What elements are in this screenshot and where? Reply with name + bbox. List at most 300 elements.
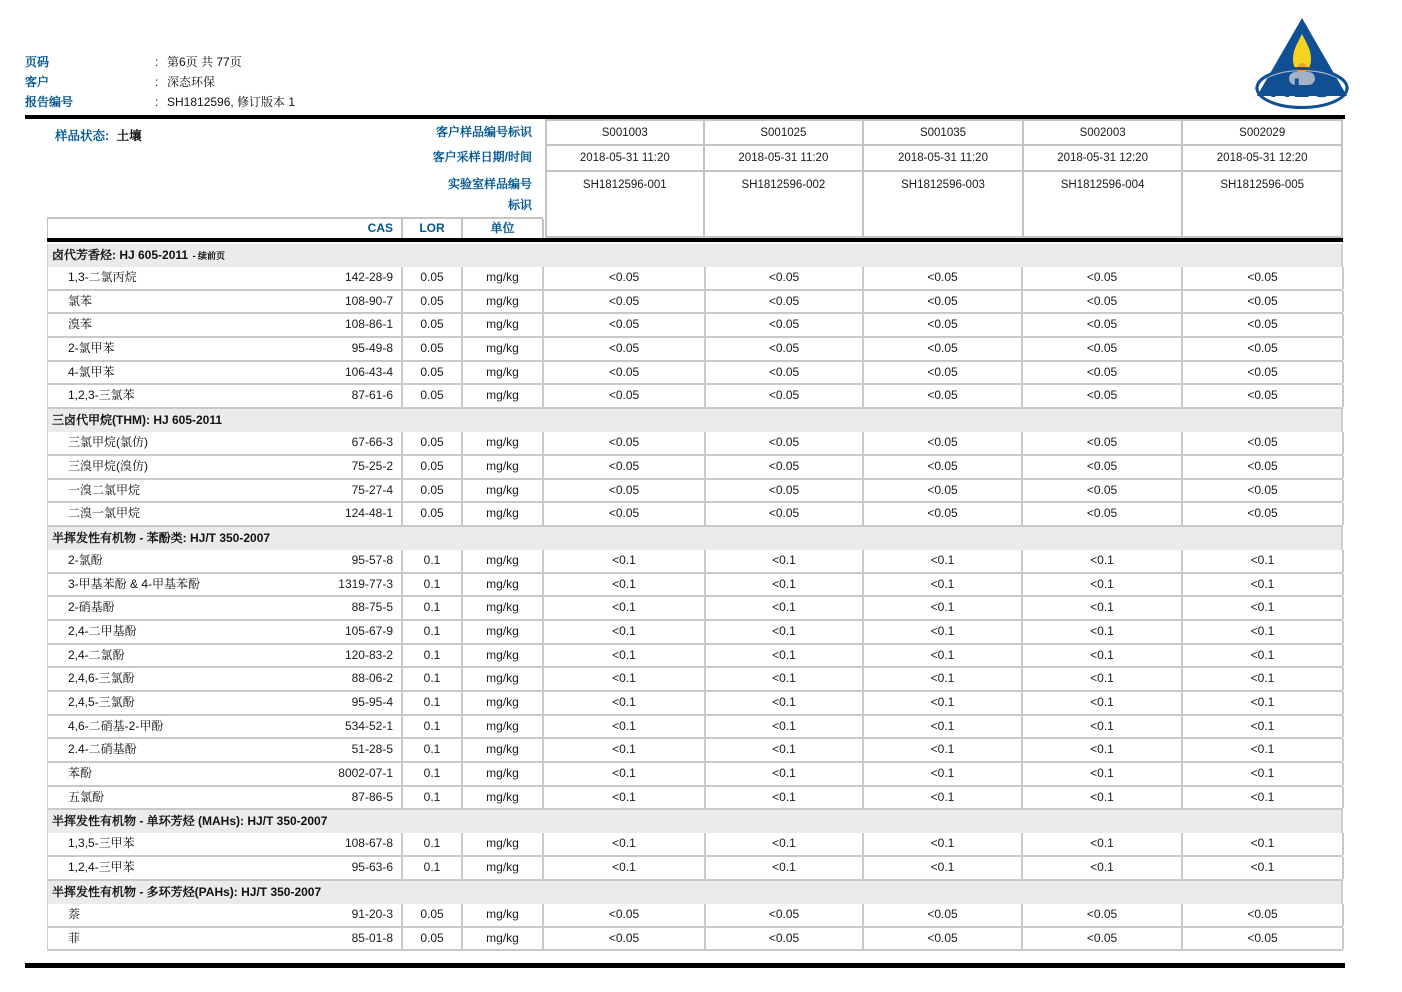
result-value: <0.1 [864,597,1023,619]
table-row [48,385,1343,409]
sample-id: S002029 [1181,119,1343,146]
lor-value: 0.1 [403,550,463,572]
result-value: <0.05 [864,314,1023,336]
unit-value: mg/kg [463,503,544,525]
result-value: <0.1 [1023,833,1183,855]
cas-number: 124-48-1 [278,503,403,525]
separator: : [155,75,159,89]
cas-number: 67-66-3 [278,432,403,454]
cas-number: 534-52-1 [278,716,403,738]
cas-number: 108-86-1 [278,314,403,336]
analyte-name: 溴苯 [68,317,93,332]
sample-id: S001003 [545,119,705,146]
section-title: 半挥发性有机物 - 多环芳烃(PAHs): HJ/T 350-2007 [52,884,322,899]
result-value: <0.05 [864,432,1023,454]
result-value: <0.1 [544,574,706,596]
sampling-datetime-label: 客户采样日期/时间 [432,150,532,164]
table-row [48,763,1343,787]
analyte-name: 一溴二氯甲烷 [68,482,141,497]
analyte-name: 氯苯 [68,293,93,308]
result-value: <0.1 [544,763,706,785]
section-title-suffix: - 续前页 [190,251,226,261]
table-row [48,338,1343,362]
result-value: <0.1 [1183,550,1344,572]
result-value: <0.1 [544,857,706,879]
result-value: <0.05 [1183,928,1344,950]
als-logo-icon [1253,16,1351,112]
result-value: <0.05 [1023,432,1183,454]
result-value: <0.1 [706,763,864,785]
table-row [48,645,1343,669]
table-row [48,692,1343,716]
unit-value: mg/kg [463,763,544,785]
section-header [48,527,1343,550]
separator: : [155,95,159,109]
lor-value: 0.1 [403,692,463,714]
result-value: <0.1 [1183,668,1344,690]
unit-value: mg/kg [463,692,544,714]
analyte-name: 2,4,6-三氯酚 [68,671,135,686]
result-value: <0.1 [1023,621,1183,643]
divider [47,238,1343,242]
lor-value: 0.1 [403,597,463,619]
result-value: <0.05 [1183,314,1344,336]
analyte-name: 2,4-二甲基酚 [68,623,137,638]
id-label: 标识 [507,198,532,212]
result-value: <0.05 [1183,267,1344,289]
result-value: <0.05 [1023,480,1183,502]
result-value: <0.1 [706,597,864,619]
analyte-name: 4-氯甲苯 [68,364,115,379]
result-value: <0.05 [544,480,706,502]
unit-value: mg/kg [463,857,544,879]
section-header [48,409,1343,432]
result-value: <0.05 [706,314,864,336]
cas-number: 108-67-8 [278,833,403,855]
lab-sample-id: SH1812596-005 [1181,170,1343,238]
unit-value: mg/kg [463,432,544,454]
table-row [48,597,1343,621]
cas-column-header: CAS [48,219,403,238]
result-value: <0.1 [1023,692,1183,714]
result-value: <0.05 [864,385,1023,407]
cas-number: 1319-77-3 [278,574,403,596]
result-value: <0.05 [544,267,706,289]
unit-value: mg/kg [463,291,544,313]
result-value: <0.1 [1183,597,1344,619]
unit-value: mg/kg [463,833,544,855]
cas-number: 88-06-2 [278,668,403,690]
analyte-name: 1,3,5-三甲苯 [68,836,135,851]
table-row [48,480,1343,504]
report-number-value: SH1812596, 修订版本 1 [167,95,296,109]
sample-meta-labels [190,119,532,217]
analyte-name: 2,4,5-三氯酚 [68,695,135,709]
result-value: <0.05 [544,928,706,950]
lor-value: 0.05 [403,385,463,407]
analyte-name: 2-氯酚 [68,552,103,567]
result-value: <0.05 [864,456,1023,478]
result-value: <0.05 [706,432,864,454]
lor-value: 0.05 [403,267,463,289]
sample-datetime: 2018-05-31 12:20 [1022,144,1184,172]
analyte-name: 二溴一氯甲烷 [68,506,141,521]
result-value: <0.05 [1183,503,1344,525]
unit-value: mg/kg [463,385,544,407]
result-value: <0.1 [1183,574,1344,596]
section-title: 三卤代甲烷(THM): HJ 605-2011 [52,413,223,428]
result-value: <0.05 [706,480,864,502]
unit-value: mg/kg [463,668,544,690]
analyte-name: 菲 [68,930,81,945]
cas-number: 95-57-8 [278,550,403,572]
table-row [48,574,1343,598]
sample-datetime: 2018-05-31 11:20 [545,144,705,172]
result-value: <0.1 [1023,857,1183,879]
unit-value: mg/kg [463,362,544,384]
lor-value: 0.05 [403,432,463,454]
analyte-name: 三氯甲烷(氯仿) [68,435,148,450]
result-value: <0.05 [864,291,1023,313]
result-value: <0.1 [706,857,864,879]
lor-column-header: LOR [403,219,463,238]
result-value: <0.1 [1023,645,1183,667]
result-value: <0.1 [544,597,706,619]
table-row [48,314,1343,338]
result-value: <0.1 [706,621,864,643]
columns-header [47,217,543,238]
result-value: <0.1 [864,550,1023,572]
cas-number: 95-49-8 [278,338,403,360]
table-row [48,928,1343,952]
unit-value: mg/kg [463,314,544,336]
cas-number: 85-01-8 [278,928,403,950]
result-value: <0.1 [544,787,706,809]
unit-value: mg/kg [463,787,544,809]
result-value: <0.1 [1023,597,1183,619]
cas-number: 75-25-2 [278,456,403,478]
analyte-name: 1,3-二氯丙烷 [68,270,137,284]
result-value: <0.1 [864,716,1023,738]
result-value: <0.05 [706,291,864,313]
sample-grid [545,119,1343,238]
unit-value: mg/kg [463,597,544,619]
result-value: <0.05 [1183,362,1344,384]
section-header [48,244,1343,267]
result-value: <0.1 [1183,692,1344,714]
lor-value: 0.1 [403,787,463,809]
section-header [48,881,1343,904]
unit-value: mg/kg [463,574,544,596]
result-value: <0.05 [706,267,864,289]
unit-value: mg/kg [463,338,544,360]
result-value: <0.05 [544,456,706,478]
analyte-name: 2,4-二氯酚 [68,647,125,662]
separator: : [155,55,159,69]
result-value: <0.1 [544,692,706,714]
result-value: <0.05 [544,904,706,926]
client-label: 客户 [25,75,50,89]
lor-value: 0.05 [403,291,463,313]
sample-column [1181,119,1343,238]
lab-sample-id: SH1812596-002 [703,170,865,238]
result-value: <0.1 [1183,739,1344,761]
section-title: 半挥发性有机物 - 苯酚类: HJ/T 350-2007 [52,530,271,545]
result-value: <0.1 [1023,574,1183,596]
result-value: <0.1 [864,692,1023,714]
lor-value: 0.1 [403,763,463,785]
lor-value: 0.05 [403,338,463,360]
table-row [48,668,1343,692]
analyte-name: 五氯酚 [68,789,105,804]
result-value: <0.05 [544,338,706,360]
result-value: <0.05 [1023,503,1183,525]
table-row [48,787,1343,811]
result-value: <0.05 [1023,928,1183,950]
result-value: <0.1 [544,716,706,738]
result-value: <0.1 [544,739,706,761]
cas-number: 87-61-6 [278,385,403,407]
result-value: <0.05 [544,314,706,336]
result-value: <0.1 [864,668,1023,690]
table-row [48,621,1343,645]
result-value: <0.05 [706,456,864,478]
cas-number: 8002-07-1 [278,763,403,785]
result-value: <0.1 [864,739,1023,761]
unit-value: mg/kg [463,716,544,738]
unit-column-header: 单位 [463,219,544,238]
report-number-label: 报告编号 [25,95,74,109]
result-value: <0.1 [544,550,706,572]
analyte-name: 2-氯甲苯 [68,341,115,356]
lor-value: 0.1 [403,621,463,643]
lor-value: 0.05 [403,456,463,478]
lor-value: 0.1 [403,645,463,667]
als-logo [1253,16,1351,112]
lab-sample-id: SH1812596-001 [545,170,705,238]
report-number-row [25,92,295,112]
result-value: <0.1 [1023,716,1183,738]
lor-value: 0.1 [403,857,463,879]
lor-value: 0.05 [403,314,463,336]
analyte-name: 1,2,4-三甲苯 [68,860,135,875]
sample-column [862,119,1024,238]
sample-column [545,119,705,238]
table-row [48,432,1343,456]
client-value: 深态环保 [167,75,216,89]
result-value: <0.05 [1023,314,1183,336]
analyte-name: 苯酚 [68,766,93,781]
result-value: <0.1 [864,857,1023,879]
result-value: <0.1 [544,668,706,690]
result-value: <0.05 [864,928,1023,950]
table-row [48,857,1343,881]
page-number-value: 第6页 共 77页 [167,55,242,69]
sample-datetime: 2018-05-31 11:20 [862,144,1024,172]
section-title: 卤代芳香烃: HJ 605-2011 [52,248,189,262]
result-value: <0.1 [1023,787,1183,809]
result-value: <0.05 [544,362,706,384]
result-value: <0.1 [1023,739,1183,761]
result-value: <0.1 [544,833,706,855]
cas-number: 91-20-3 [278,904,403,926]
result-value: <0.1 [544,621,706,643]
result-value: <0.1 [1183,716,1344,738]
result-value: <0.1 [706,833,864,855]
sample-column [1022,119,1184,238]
unit-value: mg/kg [463,550,544,572]
result-value: <0.1 [706,739,864,761]
unit-value: mg/kg [463,928,544,950]
lor-value: 0.05 [403,503,463,525]
result-value: <0.05 [864,503,1023,525]
sample-id: S001035 [862,119,1024,146]
result-value: <0.05 [706,904,864,926]
cas-number: 95-63-6 [278,857,403,879]
unit-value: mg/kg [463,739,544,761]
result-value: <0.05 [544,503,706,525]
result-value: <0.05 [1023,338,1183,360]
result-value: <0.05 [1183,291,1344,313]
section-title: 半挥发性有机物 - 单环芳烃 (MAHs): HJ/T 350-2007 [52,814,328,829]
client-row [25,72,295,92]
lor-value: 0.1 [403,668,463,690]
result-value: <0.1 [1023,763,1183,785]
result-value: <0.05 [1183,480,1344,502]
result-value: <0.1 [864,833,1023,855]
result-value: <0.1 [544,645,706,667]
analyte-name: 2-硝基酚 [68,600,115,615]
result-value: <0.05 [706,362,864,384]
table-row [48,833,1343,857]
result-value: <0.05 [544,291,706,313]
result-value: <0.1 [864,763,1023,785]
cas-number: 51-28-5 [278,739,403,761]
result-value: <0.1 [1183,857,1344,879]
result-value: <0.05 [706,503,864,525]
result-value: <0.1 [706,574,864,596]
lab-sample-id-label: 实验室样品编号 [447,177,532,191]
lor-value: 0.1 [403,716,463,738]
result-value: <0.05 [864,267,1023,289]
analyte-name: 3-甲基苯酚 & 4-甲基苯酚 [68,576,201,591]
cas-number: 120-83-2 [278,645,403,667]
unit-value: mg/kg [463,480,544,502]
cas-number: 108-90-7 [278,291,403,313]
sample-id: S002003 [1022,119,1184,146]
result-value: <0.05 [706,385,864,407]
lor-value: 0.05 [403,904,463,926]
analyte-name: 4,6-二硝基-2-甲酚 [68,718,164,733]
result-value: <0.1 [1183,645,1344,667]
cas-number: 87-86-5 [278,787,403,809]
result-value: <0.1 [706,692,864,714]
result-value: <0.05 [706,928,864,950]
sample-id: S001025 [703,119,865,146]
page-number-label: 页码 [25,55,50,69]
result-value: <0.05 [1023,291,1183,313]
analyte-name: 1,2,3-三氯苯 [68,388,135,403]
cas-number: 106-43-4 [278,362,403,384]
lor-value: 0.1 [403,833,463,855]
sample-status [55,126,142,144]
result-value: <0.1 [706,787,864,809]
result-value: <0.05 [864,904,1023,926]
table-row [48,503,1343,527]
analyte-name: 萘 [68,906,81,921]
sample-status-value: 土壤 [116,129,142,143]
cas-number: 142-28-9 [278,267,403,289]
unit-value: mg/kg [463,267,544,289]
table-row [48,362,1343,386]
results-table-body [47,244,1343,951]
unit-value: mg/kg [463,621,544,643]
cas-number: 88-75-5 [278,597,403,619]
result-value: <0.05 [1023,904,1183,926]
cas-number: 105-67-9 [278,621,403,643]
result-value: <0.05 [1023,362,1183,384]
section-header [48,810,1343,833]
sample-datetime: 2018-05-31 12:20 [1181,144,1343,172]
result-value: <0.05 [544,385,706,407]
unit-value: mg/kg [463,645,544,667]
table-row [48,291,1343,315]
result-value: <0.05 [1183,456,1344,478]
result-value: <0.05 [1183,904,1344,926]
sample-datetime: 2018-05-31 11:20 [703,144,865,172]
table-row [48,904,1343,928]
page-number-row [25,52,295,72]
sample-column [703,119,865,238]
result-value: <0.05 [1183,385,1344,407]
table-row [48,550,1343,574]
result-value: <0.05 [544,432,706,454]
result-value: <0.1 [1023,668,1183,690]
unit-value: mg/kg [463,904,544,926]
result-value: <0.1 [706,668,864,690]
result-value: <0.1 [1023,550,1183,572]
cas-number: 75-27-4 [278,480,403,502]
result-value: <0.1 [1183,787,1344,809]
unit-value: mg/kg [463,456,544,478]
table-row [48,456,1343,480]
lab-sample-id: SH1812596-003 [862,170,1024,238]
lab-sample-id: SH1812596-004 [1022,170,1184,238]
result-value: <0.05 [864,480,1023,502]
table-row [48,716,1343,740]
lor-value: 0.05 [403,362,463,384]
result-value: <0.1 [864,645,1023,667]
svg-text:ALS: ALS [1270,73,1334,103]
analyte-name: 2.4-二硝基酚 [68,742,137,757]
cas-number: 95-95-4 [278,692,403,714]
result-value: <0.1 [706,645,864,667]
table-row [48,267,1343,291]
result-value: <0.05 [1023,267,1183,289]
result-value: <0.1 [864,621,1023,643]
result-value: <0.1 [706,550,864,572]
result-value: <0.1 [864,787,1023,809]
result-value: <0.05 [864,338,1023,360]
lor-value: 0.1 [403,739,463,761]
lor-value: 0.05 [403,928,463,950]
result-value: <0.1 [1183,833,1344,855]
divider [25,963,1345,968]
lor-value: 0.05 [403,480,463,502]
result-value: <0.05 [1023,385,1183,407]
analyte-name: 三溴甲烷(溴仿) [68,458,148,473]
client-sample-id-label: 客户样品编号标识 [435,125,532,139]
